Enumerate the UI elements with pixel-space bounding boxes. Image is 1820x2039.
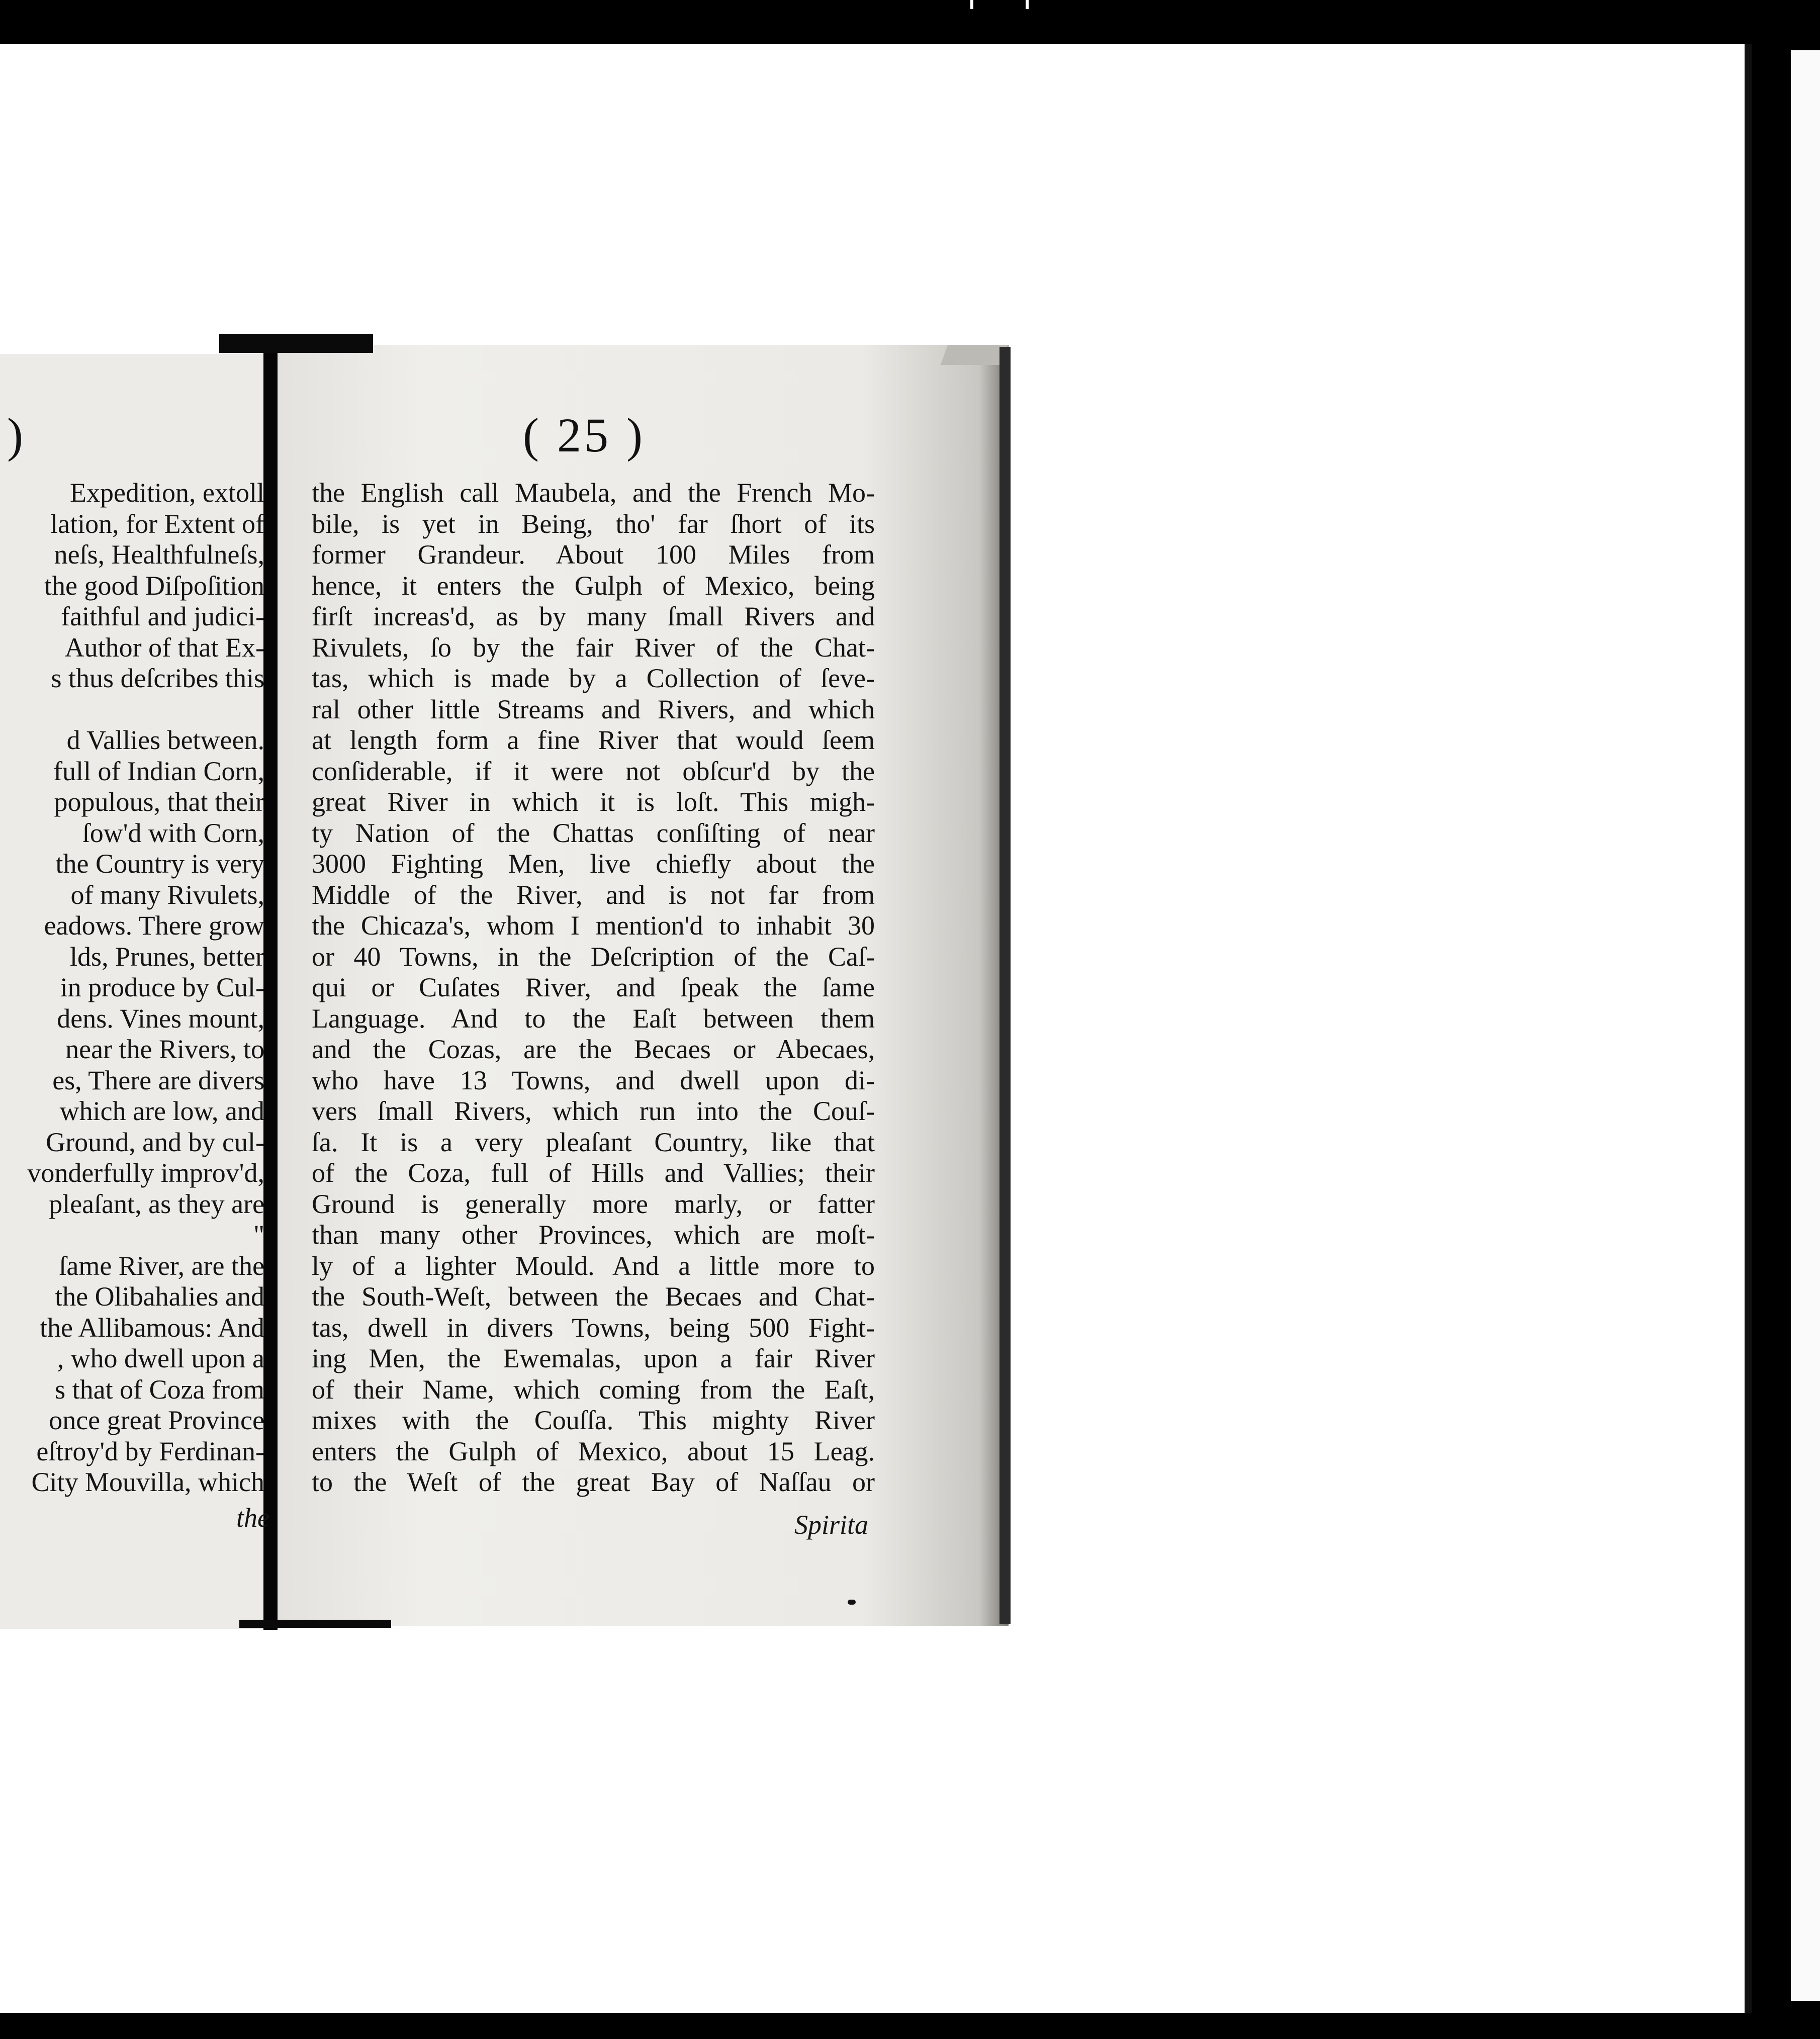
- left-page-text-line: the Olibahalies and: [55, 1281, 264, 1312]
- right-page-text-line: qui or Cuſates River, and ſpeak the ſame: [312, 972, 875, 1002]
- right-page-text-line: vers ſmall Rivers, which run into the Couſ-: [312, 1096, 875, 1126]
- right-page-text-line: tas, which is made by a Collection of ſeve-: [312, 663, 875, 693]
- sheet-edge: [1745, 44, 1752, 2013]
- right-page-text-line: to the Weſt of the great Bay of Naſſau or: [312, 1467, 875, 1497]
- left-page-text-line: s thus deſcribes this: [51, 663, 264, 693]
- right-page-text-line: ral other little Streams and Rivers, and which: [312, 694, 875, 724]
- right-page-text-line: the Chicaza's, whom I mention'd to inhabit 30: [312, 910, 875, 941]
- right-page-text-line: than many other Provinces, which are moſt-: [312, 1220, 875, 1250]
- left-page-text-line: once great Province: [49, 1405, 264, 1435]
- left-page-text-line: the Allibamous: And: [39, 1312, 264, 1343]
- right-page-text-line: Rivulets, ſo by the fair River of the Chat-: [312, 632, 875, 663]
- right-page-text-line: conſiderable, if it were not obſcur'd by the: [312, 756, 875, 786]
- right-page-text-line: or 40 Towns, in the Deſcription of the Caſ-: [312, 941, 875, 972]
- right-page-text-line: of the Coza, full of Hills and Vallies; their: [312, 1158, 875, 1188]
- left-page-text-line: Author of that Ex-: [64, 632, 264, 663]
- left-page-text-line: ſame River, are the: [59, 1250, 264, 1281]
- ink-dot: [848, 1600, 856, 1605]
- scan-mark: [1026, 0, 1029, 9]
- left-page-text-line: Expedition, extoll: [70, 478, 264, 508]
- left-page-text-line: eadows. There grow: [44, 910, 264, 941]
- right-catchword: Spirita: [794, 1510, 869, 1540]
- right-page-text-line: former Grandeur. About 100 Miles from: [312, 539, 875, 570]
- left-page-text-line: dens. Vines mount,: [57, 1003, 264, 1034]
- left-page-text-line: Ground, and by cul-: [46, 1127, 264, 1157]
- left-page-text-line: near the Rivers, to: [65, 1034, 264, 1064]
- right-page-text-line: ly of a lighter Mould. And a little more to: [312, 1250, 875, 1281]
- left-page-text-line: City Mouvilla, which: [31, 1467, 264, 1497]
- left-page-text-line: eſtroy'd by Ferdinan-: [36, 1436, 264, 1466]
- page-number: ( 25 ): [523, 408, 646, 462]
- right-page-text-line: firſt increas'd, as by many ſmall Rivers and: [312, 601, 875, 631]
- adjacent-sheet-strip: [1791, 50, 1820, 2001]
- left-catchword: the: [236, 1503, 269, 1533]
- right-page-text-line: enters the Gulph of Mexico, about 15 Leag.: [312, 1436, 875, 1466]
- left-page-text-line: s that of Coza from: [55, 1374, 264, 1405]
- left-page-text-line: es, There are divers: [52, 1065, 264, 1095]
- left-page-number-paren: ): [7, 408, 23, 462]
- left-page-text-line: ſow'd with Corn,: [82, 817, 264, 848]
- left-page-text-line: the good Diſpoſition: [44, 570, 264, 601]
- left-page-text-line: lation, for Extent of: [50, 508, 264, 539]
- right-page-text-line: and the Cozas, are the Becaes or Abecaes,: [312, 1034, 875, 1064]
- left-page-text-line: pleaſant, as they are: [49, 1188, 264, 1219]
- book-gutter: [263, 338, 278, 1630]
- left-page-text-line: d Vallies between.: [66, 725, 264, 755]
- right-page-text-line: 3000 Fighting Men, live chiefly about the: [312, 849, 875, 879]
- left-page-text-line: neſs, Healthfulneſs,: [54, 539, 264, 570]
- right-page-text-line: Ground is generally more marly, or fatter: [312, 1188, 875, 1219]
- right-page-text-line: great River in which it is loſt. This migh-: [312, 787, 875, 817]
- page-fold-edge: [999, 347, 1011, 1624]
- gutter-top-bar: [219, 334, 373, 353]
- left-page-text-line: lds, Prunes, better: [70, 941, 264, 972]
- left-page-text-line: which are low, and: [59, 1096, 264, 1126]
- right-page-text-line: the English call Maubela, and the French Mo-: [312, 478, 875, 508]
- right-page-text-line: who have 13 Towns, and dwell upon di-: [312, 1065, 875, 1095]
- left-page-text-line: the Country is very: [55, 849, 264, 879]
- left-page-text-line: , who dwell upon a: [57, 1343, 264, 1373]
- left-page-text-line: faithful and judici-: [61, 601, 264, 631]
- left-page-text-line: vonderfully improv'd,: [27, 1158, 264, 1188]
- right-page-text-line: Middle of the River, and is not far from: [312, 879, 875, 910]
- left-page-text-line: ": [253, 1220, 264, 1250]
- gutter-bottom-bar: [239, 1620, 391, 1628]
- right-page-text-line: mixes with the Couſſa. This mighty River: [312, 1405, 875, 1435]
- scan-mark: [970, 0, 973, 9]
- right-page-text-line: Language. And to the Eaſt between them: [312, 1003, 875, 1034]
- right-page-text-line: the South-Weſt, between the Becaes and Chat-: [312, 1281, 875, 1312]
- left-page-text-line: full of Indian Corn,: [53, 756, 264, 786]
- right-page-text-line: ty Nation of the Chattas conſiſting of near: [312, 817, 875, 848]
- right-page-text-line: at length form a fine River that would ſeem: [312, 725, 875, 755]
- left-page-text-line: populous, that their: [54, 787, 264, 817]
- right-page-text-line: bile, is yet in Being, tho' far ſhort of its: [312, 508, 875, 539]
- right-page-text-line: tas, dwell in divers Towns, being 500 Fight-: [312, 1312, 875, 1343]
- right-page-text-line: hence, it enters the Gulph of Mexico, being: [312, 570, 875, 601]
- right-page-text-line: ing Men, the Ewemalas, upon a fair River: [312, 1343, 875, 1373]
- right-page-text-line: ſa. It is a very pleaſant Country, like that: [312, 1127, 875, 1157]
- right-page-text-line: of their Name, which coming from the Eaſt,: [312, 1374, 875, 1405]
- left-page-text-line: of many Rivulets,: [70, 879, 264, 910]
- page-corner: [941, 345, 1009, 365]
- left-page-text-line: in produce by Cul-: [60, 972, 264, 1002]
